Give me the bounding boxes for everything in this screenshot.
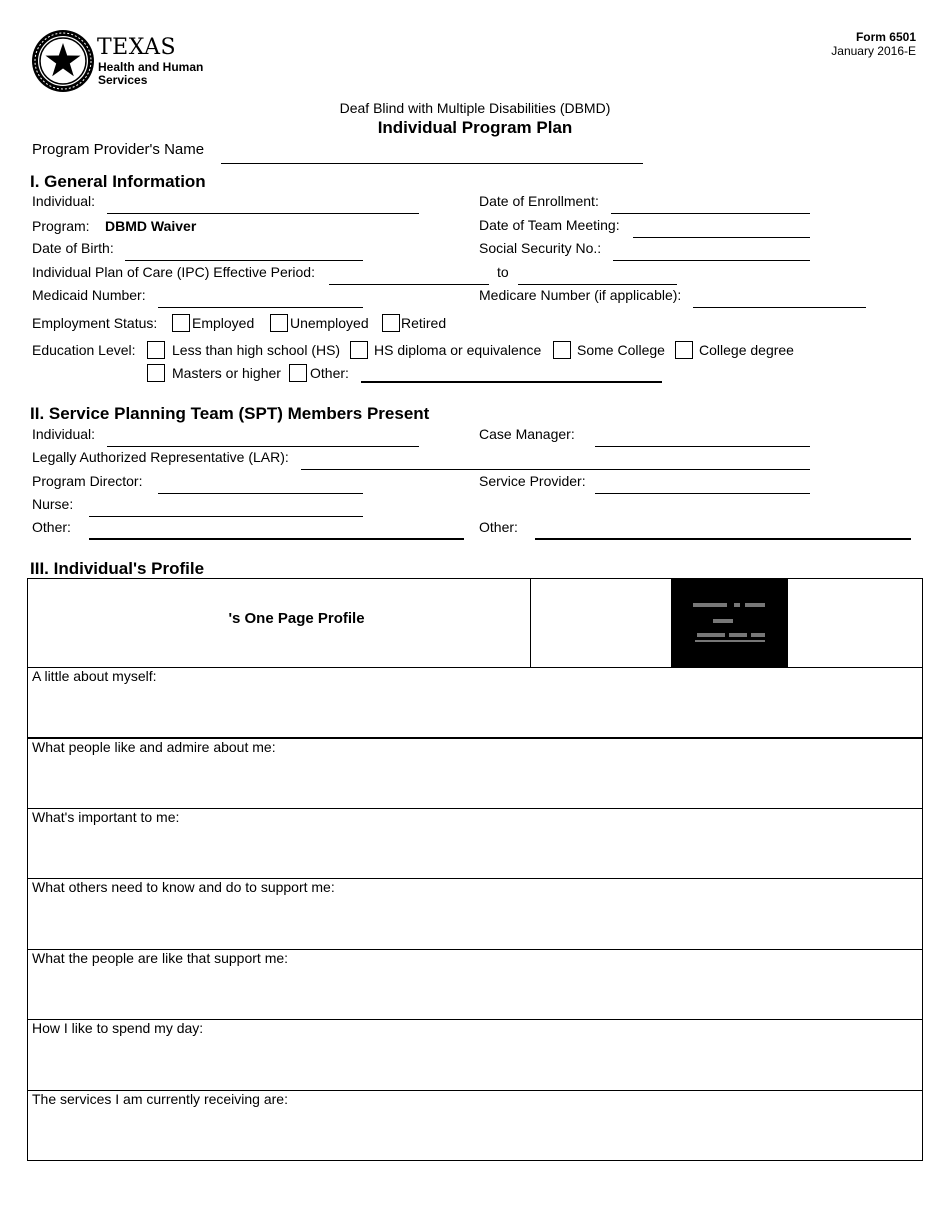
ssn-label: Social Security No.: — [479, 240, 602, 256]
profile-row-label: What people like and admire about me: — [32, 739, 276, 755]
education-other-checkbox[interactable] — [289, 364, 307, 382]
retired-label: Retired — [401, 315, 447, 331]
profile-row — [28, 878, 922, 949]
hs-diploma-checkbox[interactable] — [350, 341, 368, 359]
some-college-label: Some College — [577, 342, 665, 358]
ipc-end-field[interactable] — [518, 269, 677, 285]
form-date: January 2016-E — [831, 44, 916, 58]
profile-heading: III. Individual's Profile — [30, 559, 205, 578]
profile-row-label: A little about myself: — [32, 668, 157, 684]
current-services-field[interactable] — [32, 1109, 916, 1157]
medicare-field[interactable] — [693, 292, 866, 308]
ssn-field[interactable] — [613, 245, 810, 261]
medicare-label: Medicare Number (if applicable): — [479, 287, 682, 303]
masters-label: Masters or higher — [172, 365, 281, 381]
people-like-about-me-field[interactable] — [32, 757, 916, 805]
one-page-profile-title: 's One Page Profile — [228, 610, 365, 627]
texas-seal-logo-icon — [31, 29, 95, 93]
ipc-to-label: to — [497, 264, 509, 280]
photo-placeholder[interactable] — [671, 579, 788, 667]
spt-other-right-label: Other: — [479, 519, 518, 535]
team-meeting-date-label: Date of Team Meeting: — [479, 217, 620, 233]
enrollment-date-field[interactable] — [611, 198, 810, 214]
profile-row — [28, 1090, 922, 1160]
profile-row — [28, 949, 922, 1019]
profile-table — [27, 578, 923, 1161]
unemployed-checkbox[interactable] — [270, 314, 288, 332]
form-number-block — [831, 30, 916, 58]
program-director-label: Program Director: — [32, 473, 143, 489]
profile-row-label: What others need to know and do to support me: — [32, 879, 335, 895]
provider-name-label: Program Provider's Name — [32, 141, 205, 158]
nurse-label: Nurse: — [32, 496, 74, 512]
spt-other-right-field[interactable] — [535, 524, 911, 540]
nurse-field[interactable] — [89, 501, 363, 517]
profile-row — [28, 667, 922, 737]
profile-row-label: What the people are like that support me: — [32, 950, 289, 966]
ipc-period-label: Individual Plan of Care (IPC) Effective Period: — [32, 264, 315, 280]
dob-label: Date of Birth: — [32, 240, 114, 256]
individual-field[interactable] — [107, 198, 419, 214]
program-director-field[interactable] — [158, 478, 363, 494]
spend-my-day-field[interactable] — [32, 1038, 916, 1086]
unemployed-label: Unemployed — [290, 315, 369, 331]
enrollment-date-label: Date of Enrollment: — [479, 193, 599, 209]
case-manager-field[interactable] — [595, 431, 810, 447]
profile-row-label: How I like to spend my day: — [32, 1020, 204, 1036]
medicaid-label: Medicaid Number: — [32, 287, 146, 303]
ipc-start-field[interactable] — [329, 269, 489, 285]
employment-status-label: Employment Status: — [32, 315, 158, 331]
team-meeting-date-field[interactable] — [633, 222, 810, 238]
spt-heading: II. Service Planning Team (SPT) Members Present — [30, 404, 430, 423]
profile-row — [28, 737, 922, 808]
spt-individual-field[interactable] — [107, 431, 419, 447]
program-label: Program: — [32, 218, 90, 234]
page-title: Individual Program Plan — [377, 118, 573, 137]
less-than-hs-label: Less than high school (HS) — [172, 342, 341, 358]
masters-checkbox[interactable] — [147, 364, 165, 382]
hs-diploma-label: HS diploma or equivalence — [374, 342, 542, 358]
employed-checkbox[interactable] — [172, 314, 190, 332]
profile-row — [28, 1019, 922, 1090]
profile-row — [28, 808, 922, 878]
less-than-hs-checkbox[interactable] — [147, 341, 165, 359]
important-to-me-field[interactable] — [32, 827, 916, 875]
support-me-field[interactable] — [32, 897, 916, 945]
spt-individual-label: Individual: — [32, 426, 96, 442]
medicaid-field[interactable] — [158, 292, 363, 308]
retired-checkbox[interactable] — [382, 314, 400, 332]
spt-other-left-field[interactable] — [89, 524, 464, 540]
education-other-label: Other: — [310, 365, 349, 381]
college-degree-checkbox[interactable] — [675, 341, 693, 359]
supporters-field[interactable] — [32, 968, 916, 1016]
college-degree-label: College degree — [699, 342, 794, 358]
general-info-heading: I. General Information — [30, 172, 206, 191]
service-provider-label: Service Provider: — [479, 473, 586, 489]
profile-row-label: What's important to me: — [32, 809, 180, 825]
form-number: Form 6501 — [855, 30, 916, 44]
dob-field[interactable] — [125, 245, 363, 261]
education-other-field[interactable] — [361, 367, 662, 383]
provider-name-field[interactable] — [221, 148, 643, 164]
logo-state-name: TEXAS — [97, 35, 177, 60]
lar-field[interactable] — [301, 454, 810, 470]
some-college-checkbox[interactable] — [553, 341, 571, 359]
profile-title-cell — [28, 579, 531, 667]
employed-label: Employed — [192, 315, 255, 331]
logo-agency-name: Health and Human Services — [98, 60, 204, 87]
individual-label: Individual: — [32, 193, 96, 209]
form-subtitle: Deaf Blind with Multiple Disabilities (DBMD) — [339, 100, 611, 116]
case-manager-label: Case Manager: — [479, 426, 575, 442]
program-value: DBMD Waiver — [105, 218, 197, 234]
profile-row-label: The services I am currently receiving are: — [32, 1091, 288, 1107]
spt-other-left-label: Other: — [32, 519, 71, 535]
service-provider-field[interactable] — [595, 478, 810, 494]
lar-label: Legally Authorized Representative (LAR): — [32, 449, 289, 465]
about-myself-field[interactable] — [32, 686, 916, 734]
education-level-label: Education Level: — [32, 342, 136, 358]
